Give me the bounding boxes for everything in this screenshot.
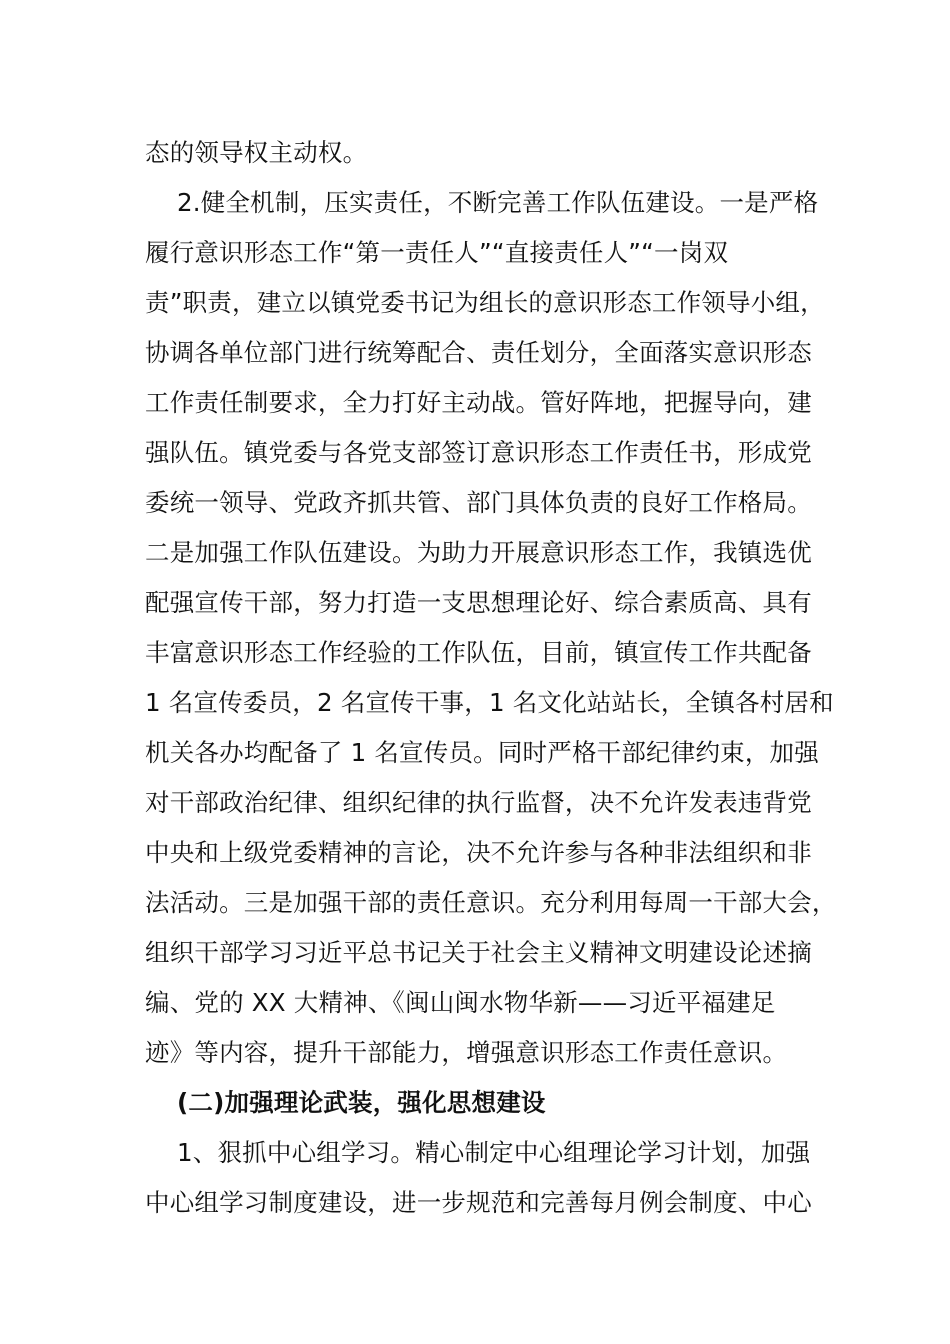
paragraph-line: 中心组学习制度建设，进一步规范和完善每月例会制度、中心: [145, 1188, 812, 1217]
paragraph-line: 2.健全机制，压实责任，不断完善工作队伍建设。一是严格: [177, 188, 819, 217]
paragraph-line: 履行意识形态工作“第一责任人”“直接责任人”“一岗双: [145, 238, 729, 267]
paragraph-line: 组织干部学习习近平总书记关于社会主义精神文明建设论述摘: [145, 938, 812, 967]
section-heading: (二)加强理论武装，强化思想建设: [177, 1088, 546, 1117]
paragraph-line: 1、狠抓中心组学习。精心制定中心组理论学习计划，加强: [177, 1138, 811, 1167]
paragraph-line: 协调各单位部门进行统筹配合、责任划分，全面落实意识形态: [145, 338, 812, 367]
paragraph-line: 工作责任制要求，全力打好主动战。管好阵地，把握导向，建: [145, 388, 812, 417]
paragraph-line: 机关各办均配备了 1 名宣传员。同时严格干部纪律约束，加强: [145, 738, 819, 767]
paragraph-line: 迹》等内容，提升干部能力，增强意识形态工作责任意识。: [145, 1038, 788, 1067]
paragraph-line: 法活动。三是加强干部的责任意识。充分利用每周一干部大会，: [145, 888, 837, 917]
paragraph-line: 1 名宣传委员，2 名宣传干事，1 名文化站站长，全镇各村居和: [145, 688, 834, 717]
paragraph-line: 对干部政治纪律、组织纪律的执行监督，决不允许发表违背党: [145, 788, 812, 817]
paragraph-line: 二是加强工作队伍建设。为助力开展意识形态工作，我镇选优: [145, 538, 812, 567]
paragraph-line: 编、党的 XX 大精神、《闽山闽水物华新——习近平福建足: [145, 988, 776, 1017]
paragraph-line: 配强宣传干部，努力打造一支思想理论好、综合素质高、具有: [145, 588, 812, 617]
paragraph-line: 委统一领导、党政齐抓共管、部门具体负责的良好工作格局。: [145, 488, 812, 517]
paragraph-line: 中央和上级党委精神的言论，决不允许参与各种非法组织和非: [145, 838, 812, 867]
paragraph-line: 强队伍。镇党委与各党支部签订意识形态工作责任书，形成党: [145, 438, 812, 467]
paragraph-line: 态的领导权主动权。: [145, 138, 368, 167]
paragraph-line: 丰富意识形态工作经验的工作队伍，目前，镇宣传工作共配备: [145, 638, 812, 667]
paragraph-line: 责”职责，建立以镇党委书记为组长的意识形态工作领导小组，: [145, 288, 825, 317]
